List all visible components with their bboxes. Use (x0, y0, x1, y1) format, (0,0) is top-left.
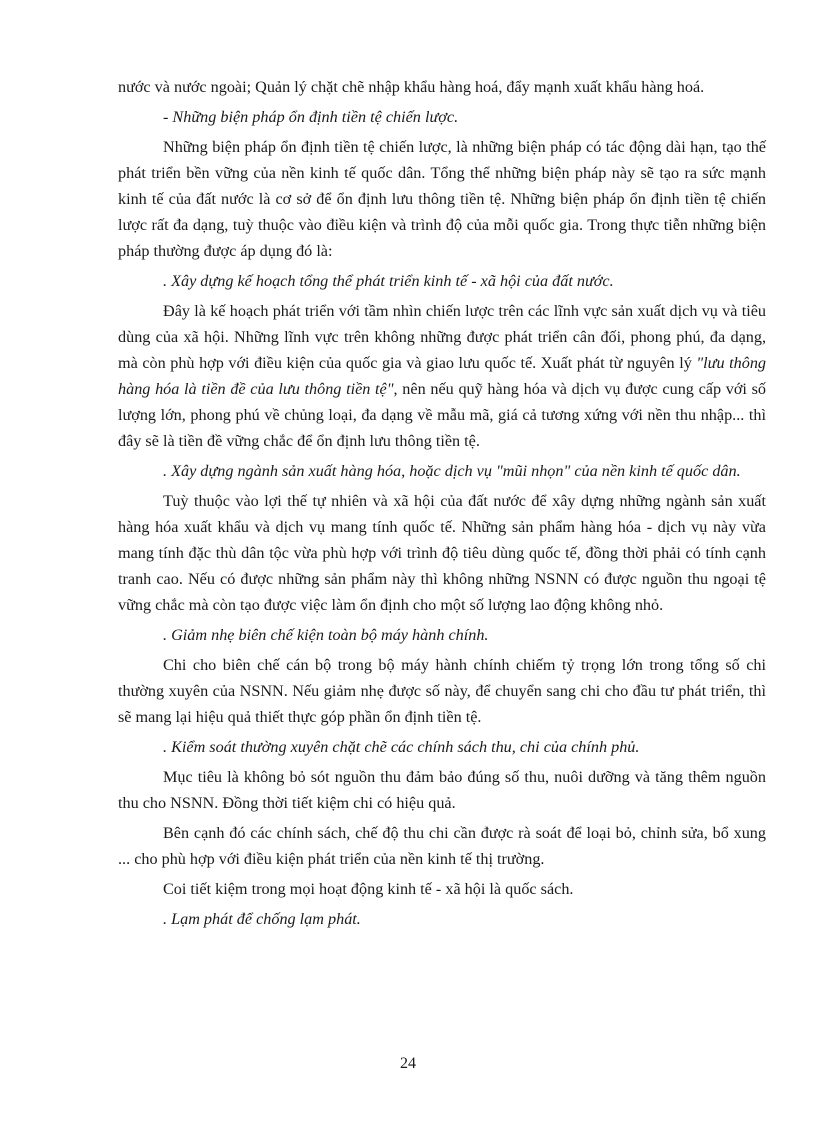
paragraph: Bên cạnh đó các chính sách, chế độ thu chi cần được rà soát để loại bỏ, chỉnh sửa, bổ xung ... cho phù hợp với điều kiện phát triển của nền kinh tế thị trường. (118, 824, 766, 868)
quoted-principle: "lưu thông hàng hóa là tiền đề của lưu thông tiền tệ" (118, 354, 767, 398)
subheading-key-industries: . Xây dựng ngành sản xuất hàng hóa, hoặc dịch vụ "mũi nhọn" của nền kinh tế quốc dân. (163, 462, 741, 480)
page-body (118, 74, 766, 936)
paragraph-continuation: nước và nước ngoài; Quản lý chặt chẽ nhập khẩu hàng hoá, đẩy mạnh xuất khẩu hàng hoá. (118, 78, 705, 96)
paragraph: Những biện pháp ổn định tiền tệ chiến lược, là những biện pháp có tác động dài hạn, tạo thế phát triển bền vững của nền kinh tế quốc dân. Tổng thể những biện pháp này sẽ tạo ra sức mạnh kinh tế của đất nước là cơ sở để ổn định lưu thông tiền tệ. Những biện pháp ổn định tiền tệ chiến lược rất đa dạng, tuỳ thuộc vào điều kiện và trình độ của mỗi quốc gia. Trong thực tiễn những biện pháp thường được áp dụng đó là: (118, 138, 766, 260)
subheading-inflation: . Lạm phát để chống lạm phát. (163, 910, 361, 928)
paragraph: Chi cho biên chế cán bộ trong bộ máy hành chính chiếm tỷ trọng lớn trong tổng số chi thường xuyên của NSNN. Nếu giảm nhẹ được số này, để chuyển sang chi cho đầu tư phát triển, thì sẽ mang lại hiệu quả thiết thực góp phần ổn định tiền tệ. (118, 656, 766, 726)
page-number: 24 (400, 1055, 416, 1072)
paragraph: Mục tiêu là không bỏ sót nguồn thu đảm bảo đúng số thu, nuôi dưỡng và tăng thêm nguồn thu cho NSNN. Đồng thời tiết kiệm chi có hiệu quả. (118, 768, 766, 812)
paragraph: Coi tiết kiệm trong mọi hoạt động kinh tế - xã hội là quốc sách. (163, 880, 574, 898)
section-heading-strategic-measures: - Những biện pháp ổn định tiền tệ chiến lược. (163, 108, 459, 126)
paragraph-with-quote (118, 298, 766, 454)
paragraph: Tuỳ thuộc vào lợi thế tự nhiên và xã hội của đất nước để xây dựng những ngành sản xuất hàng hóa xuất khẩu và dịch vụ mang tính quốc tế. Những sản phẩm hàng hóa - dịch vụ này vừa mang tính đặc thù dân tộc vừa phù hợp với trình độ tiêu dùng quốc tế, đồng thời phải có tính cạnh tranh cao. Nếu có được những sản phẩm này thì không những NSNN có được nguồn thu ngoại tệ vững chắc mà còn tạo được việc làm ổn định cho một số lượng lao động không nhỏ. (118, 492, 766, 614)
subheading-reduce-staff: . Giảm nhẹ biên chế kiện toàn bộ máy hành chính. (163, 626, 489, 644)
paragraph-text: Đây là kế hoạch phát triển với tầm nhìn chiến lược trên các lĩnh vực sản xuất dịch vụ và tiêu dùng của xã hội. Những lĩnh vực trên không những được phát triển cân đối, phong phú, đa dạng, mà còn phù hợp với điều kiện của quốc gia và giao lưu quốc tế. Xuất phát từ nguyên lý (118, 302, 766, 372)
paragraph-text: , nên nếu quỹ hàng hóa và dịch vụ được cung cấp với số lượng lớn, phong phú về chủng loại, đa dạng về mẫu mã, giá cả tương xứng với nền thu nhập... thì đây sẽ là tiền đề vững chắc để ổn định lưu thông tiền tệ. (118, 380, 767, 450)
subheading-control-policies: . Kiểm soát thường xuyên chặt chẽ các chính sách thu, chi của chính phủ. (163, 738, 640, 756)
subheading-overall-plan: . Xây dựng kế hoạch tổng thể phát triển kinh tế - xã hội của đất nước. (163, 272, 614, 290)
